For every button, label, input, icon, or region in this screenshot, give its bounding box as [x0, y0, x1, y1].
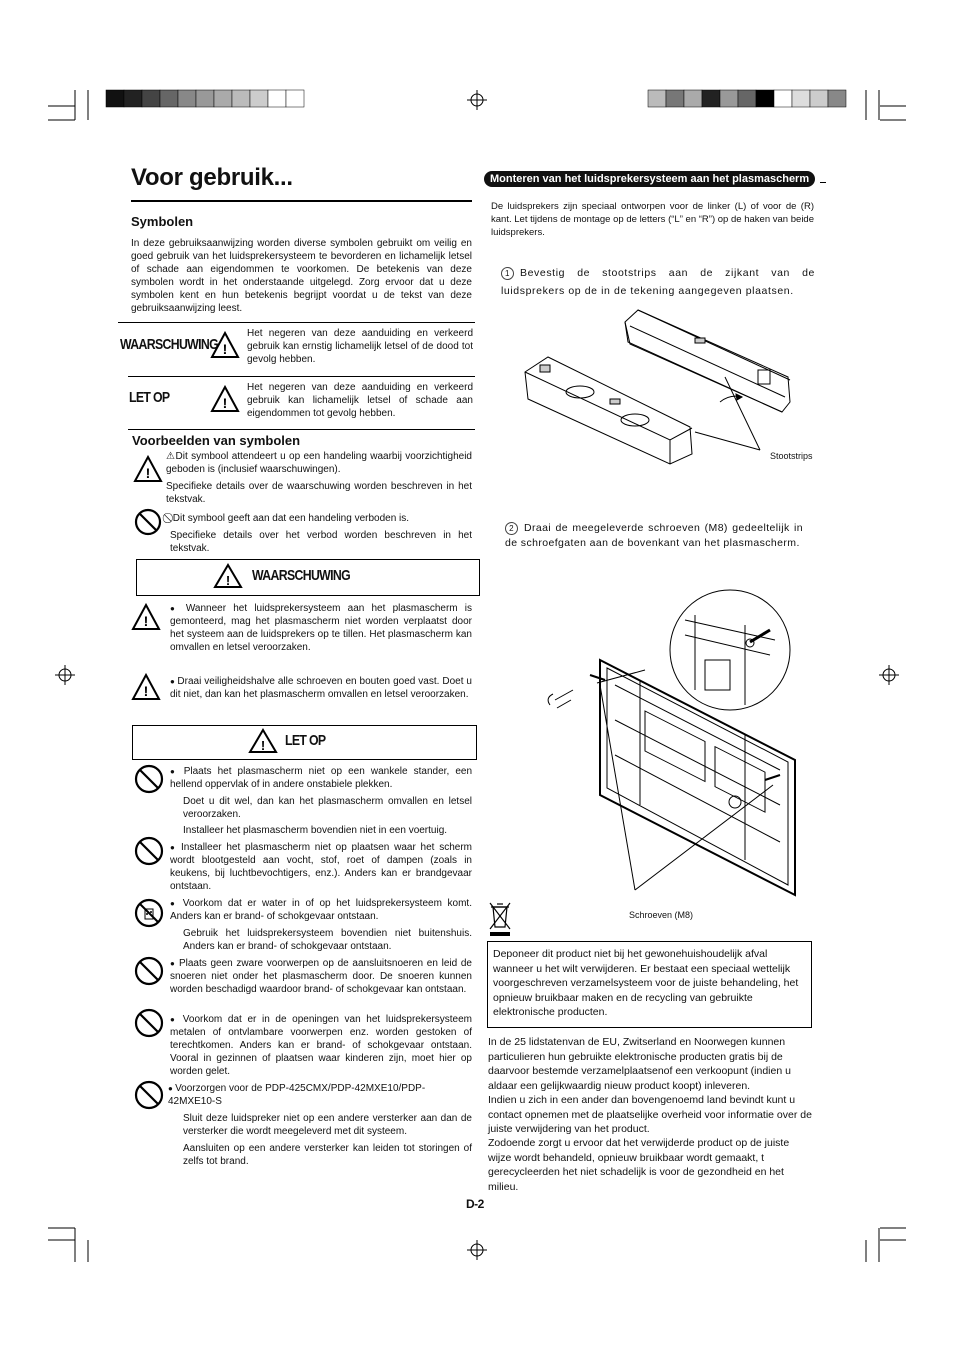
caution-item-2: ● Installeer het plasmascherm niet op plaatsen waar het scherm wordt blootgesteld aan vocht, stof, roet of dampen (zoals in keukens, bij luchtbevochtigers, enz.). Anders kan er brandgevaar ontstaan. — [170, 841, 472, 893]
caution-legend-text: Het negeren van deze aanduiding en verkeerd gebruik kan lichamelijk letsel of schade aan eigendommen tot gevolg hebben. — [247, 382, 473, 419]
warning-triangle-icon — [210, 331, 240, 359]
warning-item-2: ● Draai veiligheidshalve alle schroeven en bouten goed vast. Doet u dit niet, dan kan het plasmascherm omvallen en letsel veroorzaken. — [170, 675, 472, 701]
warning-item-1: ● Wanneer het luidsprekersysteem aan het plasmascherm is gemonteerd, mag het plasmascherm niet worden verplaatst door het systeem aan de luidsprekers op te tillen. Het plasmascherm kan omvallen en letsel veroorzaken. — [170, 602, 472, 654]
caution-item-4: ● Plaats geen zware voorwerpen op de aansluitsnoeren en leid de snoeren niet onder het plasmascherm door. De snoeren kunnen worden beschadigd waardoor brand- of schokgevaar kan ontstaan. — [170, 957, 472, 996]
prohibited-icon — [133, 955, 165, 987]
disposal-p1: In de 25 lidstatenvan de EU, Zwitserland en Noorwegen kunnen particulieren hun gebruikte elektronische producten gratis bij de daarvoor bestemde verzamelplaatsenof een verkoopunt (indien u aldaar een gelijkwaardig nieuw product koopt) inleveren. — [488, 1036, 791, 1092]
caution-item-5: ● Voorkom dat er in de openingen van het luidsprekersysteem metalen of ontvlambare voorwerpen enz. worden gestoken of terechtkomen. Anders kan er brand- of schokgevaar ontstaan. Vooral in gezinnen of plaatsen waar kinderen zijn, moet hier op worden gelet. — [170, 1013, 472, 1078]
step-number: 2 — [505, 522, 518, 535]
letop-box-label: LET OP — [285, 732, 326, 749]
plasma-screen-figure — [545, 580, 815, 920]
stootstrips-label: Stootstrips — [770, 451, 813, 461]
section-title-pill: Monteren van het luidsprekersysteem aan het plasmascherm — [484, 171, 815, 187]
title-rule — [131, 200, 472, 202]
svg-text:!: ! — [143, 613, 149, 629]
step1-text: Bevestig de stootstrips aan de zijkant van de luidsprekers op de in de tekening aangegeven plaatsen. — [501, 267, 815, 297]
caution-item-6c: Aansluiten op een andere versterker kan leiden tot storingen of zelfs tot brand. — [183, 1143, 472, 1167]
caution-item-3a: ● Voorkom dat er water in of op het luidsprekersysteem komt. Anders kan er brand- of schokgevaar ontstaan. — [170, 897, 472, 923]
warning-triangle-icon — [213, 563, 243, 589]
example2-line1: Dit symbool geeft aan dat een handeling verboden is. — [172, 513, 410, 524]
page-title: Voor gebruik... — [131, 164, 293, 191]
warning-triangle-icon — [133, 455, 163, 483]
symbolen-text: In deze gebruiksaanwijzing worden diverse symbolen gebruikt om veilig en goed gebruik van het luidsprekersysteem te bevorderen en lichamelijk letsel of schade aan eigendommen te voorkomen. De betekenis van deze symbolen wordt in het onderstaande uitgelegd. Zorg ervoor dat u deze symbolen kent en hun betekenis begrijpt voordat u de tekst van deze gebruiksaanwijzing leest. — [131, 238, 472, 314]
intro-text: De luidsprekers zijn speciaal ontworpen voor de linker (L) of voor de (R) kant. Let tijdens de montage op de letters (“L” en “R”) op de haken van beide luidsprekers. — [491, 201, 814, 238]
warning-legend-label: WAARSCHUWING — [120, 336, 219, 353]
svg-text:!: ! — [145, 465, 151, 481]
step2-text: Draai de meegeleverde schroeven (M8) gedeeltelijk in de schroefgaten aan de bovenkant van het plasmascherm. — [505, 522, 803, 549]
small-prohibited-icon: ⃠ — [170, 513, 173, 524]
caution-item-6a: ● Voorzorgen voor de PDP-425CMX/PDP-42MXE10/PDP-42MXE10-S — [168, 1082, 472, 1108]
caution-item-1c: Installeer het plasmascherm bovendien niet in een voertuig. — [183, 825, 448, 836]
waarschuwing-box-label: WAARSCHUWING — [252, 567, 351, 584]
speaker-figure — [520, 302, 820, 472]
svg-text:!: ! — [222, 395, 228, 411]
voorbeelden-heading: Voorbeelden van symbolen — [132, 433, 301, 448]
caution-item-1a: ● Plaats het plasmascherm niet op een wankele stander, een hellend oppervlak of in andere onstabiele plekken. — [170, 765, 472, 791]
caution-item-6b: Sluit deze luidspreker niet op een andere versterker aan dan de versterker die wordt meegeleverd met dit systeem. — [183, 1113, 472, 1137]
disposal-p2: Indien u zich in een ander dan bovengenoemd land bevindt kunt u contact opnemen met de plaatselijke overheid voor informatie over de juiste verwijdering van het product. — [488, 1094, 812, 1135]
svg-text:!: ! — [143, 683, 149, 699]
example1-line2: Specifieke details over de waarschuwing worden beschreven in het tekstvak. — [166, 481, 472, 505]
small-triangle-icon: ⚠ — [166, 451, 176, 462]
symbolen-heading: Symbolen — [131, 214, 194, 229]
no-water-icon — [133, 897, 165, 929]
prohibited-icon — [133, 507, 163, 537]
example2-line2: Specifieke details over het verbod worden beschreven in het tekstvak. — [170, 530, 472, 554]
warning-triangle-icon — [131, 603, 161, 631]
page-number: D-2 — [466, 1197, 484, 1211]
example1-line1: Dit symbool attendeert u op een handeling waarbij voorzichtigheid geboden is (inclusief waarschuwingen). — [166, 451, 472, 475]
warning-triangle-icon — [248, 728, 278, 754]
caution-item-1b: Doet u dit wel, dan kan het plasmascherm omvallen en letsel veroorzaken. — [183, 796, 472, 820]
caution-legend-label: LET OP — [129, 389, 170, 406]
warning-triangle-icon — [131, 673, 161, 701]
warning-legend-text: Het negeren van deze aanduiding en verkeerd gebruik kan ernstig lichamelijk letsel of de dood tot gevolg hebben. — [247, 328, 473, 365]
step-number: 1 — [501, 267, 514, 280]
prohibited-icon — [133, 1007, 165, 1039]
crossed-bin-icon — [487, 901, 513, 937]
prohibited-icon — [133, 1079, 165, 1111]
disposal-box-text: Deponeer dit product niet bij het gewonehuishoudelijk afval wanneer u het wilt verwijderen. Er bestaat een speciaal wettelijk voorgeschreven verzamelsysteem voor de juiste behandeling, het opnieuw bruikbaar maken en de recycling van gebruikte elektronische producten. — [493, 948, 799, 1018]
prohibited-icon — [133, 835, 165, 867]
prohibited-icon — [133, 763, 165, 795]
schroeven-label: Schroeven (M8) — [629, 910, 694, 920]
svg-text:!: ! — [222, 341, 228, 357]
svg-text:!: ! — [260, 738, 266, 753]
disposal-p3: Zodoende zorgt u ervoor dat het verwijderde product op de juiste wijze wordt behandeld, opnieuw bruikbaar wordt gemaakt, t gerecycleerden het niet schadelijk is voor de gezondheid en het milieu. — [488, 1137, 790, 1193]
warning-triangle-icon — [210, 385, 240, 413]
svg-text:!: ! — [225, 573, 231, 588]
caution-item-3b: Gebruik het luidsprekersysteem bovendien niet buitenshuis. Anders kan er brand- of schokgevaar ontstaan. — [183, 928, 472, 952]
